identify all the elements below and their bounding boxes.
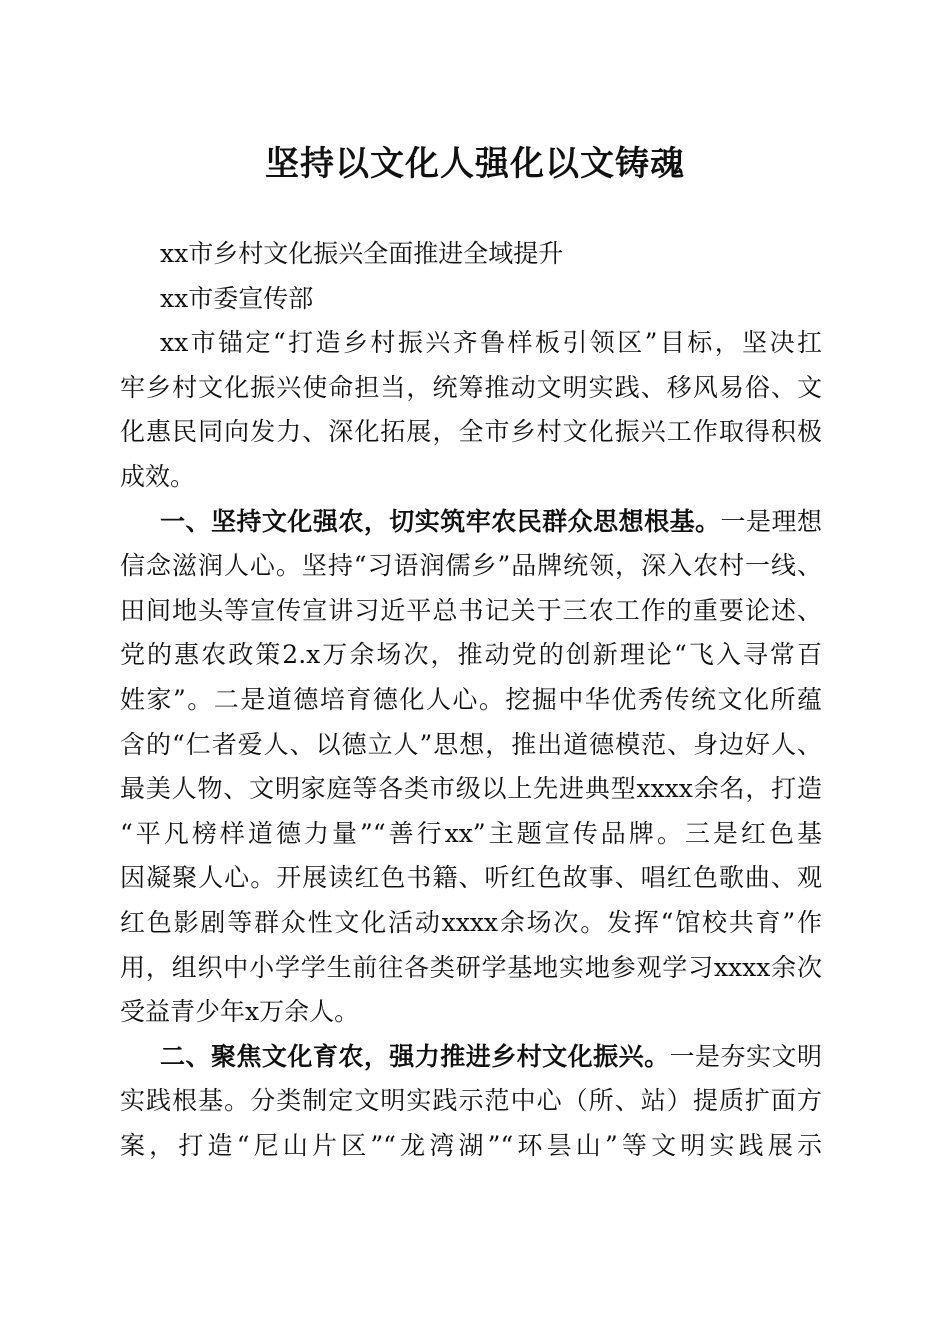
document-title: 坚持以文化人强化以文铸魂 xyxy=(265,144,685,184)
intro-paragraph xyxy=(120,321,822,499)
text-run: 一是理想 xyxy=(720,506,822,536)
text-line: 受益青少年x万余人。 xyxy=(120,997,360,1027)
text-line: 信念滋润人心。坚持“习语润儒乡”品牌统领，深入农村一线、 xyxy=(120,551,822,581)
text-line: 田间地头等宣传宣讲习近平总书记关于三农工作的重要论述、 xyxy=(120,595,822,625)
text-line: xx市锚定“打造乡村振兴齐鲁样板引领区”目标，坚决扛 xyxy=(160,328,822,358)
text-line: “平凡榜样道德力量”“善行xx”主题宣传品牌。三是红色基 xyxy=(120,818,822,848)
text-line: 牢乡村文化振兴使命担当，统筹推动文明实践、移风易俗、文 xyxy=(120,372,822,402)
document-body xyxy=(120,232,822,1168)
text-line: 红色影剧等群众性文化活动xxxx余场次。发挥“馆校共育”作 xyxy=(120,907,822,937)
text-line: 含的“仁者爱人、以德立人”思想，推出道德模范、身边好人、 xyxy=(120,729,822,759)
text-line: 实践根基。分类制定文明实践示范中心（所、站）提质扩面方 xyxy=(120,1086,822,1116)
text-line: 化惠民同向发力、深化拓展，全市乡村文化振兴工作取得积极 xyxy=(120,417,822,447)
text-line: 最美人物、文明家庭等各类市级以上先进典型xxxx余名，打造 xyxy=(120,774,822,804)
text-line: 姓家”。二是道德培育德化人心。挖掘中华优秀传统文化所蕴 xyxy=(120,684,822,714)
section-2-paragraph xyxy=(120,1035,822,1169)
text-line: 用，组织中小学学生前往各类研学基地实地参观学习xxxx余次 xyxy=(120,952,822,982)
text-line xyxy=(120,1035,822,1080)
text-line: 案，打造“尼山片区”“龙湾湖”“环昙山”等文明实践展示 xyxy=(120,1130,822,1160)
subtitle: xx市乡村文化振兴全面推进全域提升 xyxy=(160,239,564,268)
section-heading: 一、坚持文化强农，切实筑牢农民群众思想根基。 xyxy=(160,506,721,536)
section-1-paragraph xyxy=(120,500,822,1035)
text-line: 成效。 xyxy=(120,461,196,491)
text-line: 因凝聚人心。开展读红色书籍、听红色故事、唱红色歌曲、观 xyxy=(120,863,822,893)
text-line: 党的惠农政策2.x万余场次，推动党的创新理论“飞入寻常百 xyxy=(120,640,822,670)
text-run: 一是夯实文明 xyxy=(669,1041,822,1071)
author: xx市委宣传部 xyxy=(160,283,314,313)
section-heading: 二、聚焦文化育农，强力推进乡村文化振兴。 xyxy=(160,1041,670,1071)
text-line xyxy=(120,500,822,545)
